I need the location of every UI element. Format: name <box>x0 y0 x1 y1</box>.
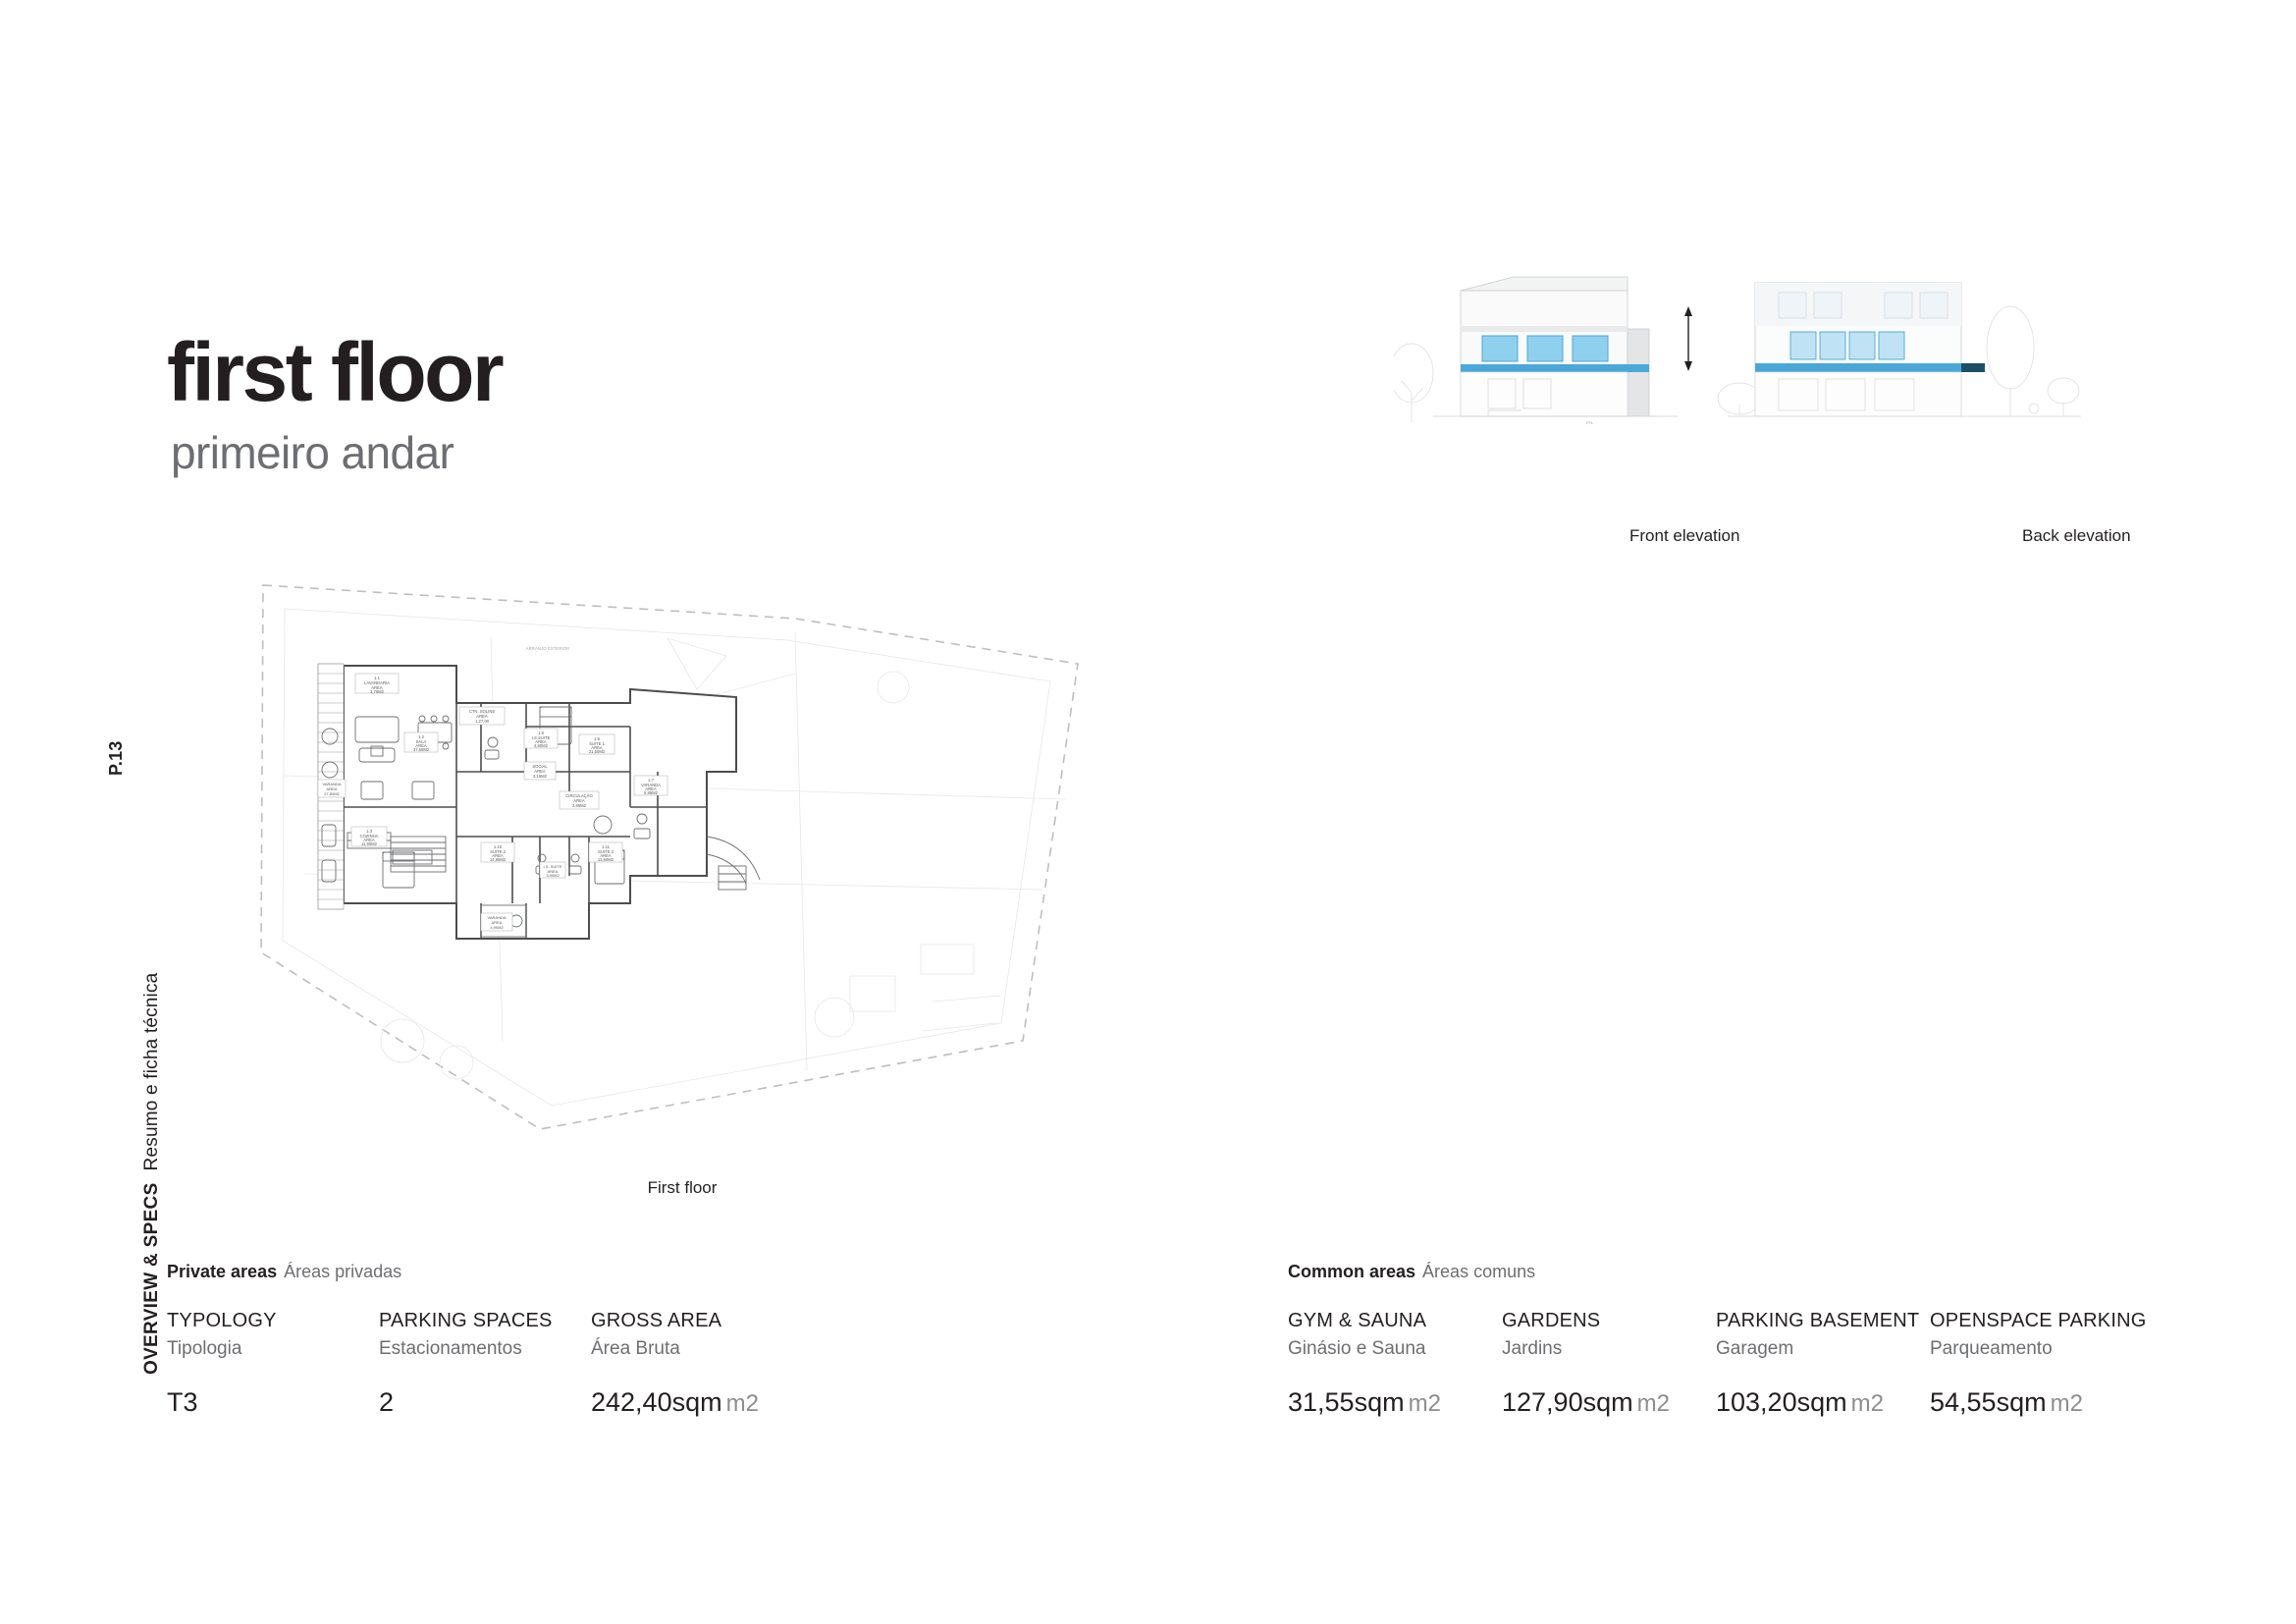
spec-gardens-number: 127,90sqm <box>1502 1387 1633 1417</box>
spec-parking-label-pt: Estacionamentos <box>379 1338 522 1359</box>
front-elevation-label: Front elevation <box>1629 526 1740 545</box>
page-number: P.13 <box>106 740 126 776</box>
svg-text:AREA: AREA <box>535 739 547 744</box>
spec-gross-value <box>591 1387 885 1418</box>
common-areas-section <box>1288 1262 2156 1418</box>
svg-text:COZINHA: COZINHA <box>359 834 379 839</box>
private-areas-heading <box>167 1262 885 1282</box>
page-subtitle: primeiro andar <box>171 426 454 478</box>
spec-openspace-parking <box>1930 1310 2156 1418</box>
page-title-block <box>167 326 503 479</box>
svg-text:AREA: AREA <box>371 685 383 690</box>
spec-gym-label-en: GYM & SAUNA <box>1288 1310 1427 1331</box>
svg-text:3,95M2: 3,95M2 <box>572 803 586 808</box>
room-tag <box>355 674 399 694</box>
elevations-svg <box>1394 275 2160 501</box>
spec-basement-unit: m2 <box>1850 1390 1884 1417</box>
left-rail <box>55 0 162 1624</box>
svg-text:LAVANDARIA: LAVANDARIA <box>364 680 390 685</box>
spec-parking-number: 2 <box>379 1387 395 1417</box>
private-areas-heading-en: Private areas <box>167 1262 278 1281</box>
svg-text:3,70M2: 3,70M2 <box>370 689 384 694</box>
svg-text:AREA: AREA <box>326 786 338 791</box>
spec-gardens-label-en: GARDENS <box>1502 1310 1601 1331</box>
front-elevation-drawing <box>1394 277 1679 425</box>
svg-text:13,50M2: 13,50M2 <box>597 857 614 862</box>
svg-text:AREA: AREA <box>491 920 503 925</box>
page-title: first floor <box>167 326 503 418</box>
spec-typology-label-pt: Tipologia <box>167 1338 242 1359</box>
svg-text:AREA: AREA <box>600 853 612 858</box>
spec-typology <box>167 1310 379 1418</box>
spec-typology-value <box>167 1387 379 1418</box>
svg-text:3,15M2: 3,15M2 <box>533 774 547 779</box>
svg-text:1.1: 1.1 <box>374 676 380 680</box>
svg-text:I.S.SUITE: I.S.SUITE <box>531 735 551 740</box>
svg-text:21,50M2: 21,50M2 <box>588 749 606 754</box>
svg-text:AREA: AREA <box>476 714 488 719</box>
spec-parking-value <box>379 1387 591 1418</box>
svg-text:SUITE 1: SUITE 1 <box>589 741 605 746</box>
svg-text:FFL: FFL <box>1586 420 1594 425</box>
svg-text:1.11: 1.11 <box>602 844 610 849</box>
room-tag <box>589 842 622 862</box>
svg-text:AREA: AREA <box>534 769 546 774</box>
spec-parking-spaces <box>379 1310 591 1418</box>
floor-plan-svg <box>245 579 1119 1159</box>
svg-text:CIRCULAÇÃO: CIRCULAÇÃO <box>565 793 593 798</box>
svg-text:SOCIAL: SOCIAL <box>532 764 548 769</box>
svg-text:5,95M2: 5,95M2 <box>644 790 658 795</box>
spec-gross-number: 242,40sqm <box>591 1387 722 1417</box>
spec-gym-number: 31,55sqm <box>1288 1387 1405 1417</box>
svg-text:27,80M2: 27,80M2 <box>324 791 340 796</box>
svg-text:37,55M2: 37,55M2 <box>412 747 430 752</box>
spec-gross-label-en: GROSS AREA <box>591 1310 722 1331</box>
svg-text:I.S. SUITE: I.S. SUITE <box>543 864 562 869</box>
room-tag <box>540 862 565 878</box>
spec-gardens-unit: m2 <box>1636 1390 1670 1417</box>
spec-gross-unit: m2 <box>725 1390 759 1417</box>
room-tag <box>351 827 387 846</box>
spec-basement-label-en: PARKING BASEMENT <box>1716 1310 1920 1331</box>
svg-text:4,90M2: 4,90M2 <box>534 743 548 748</box>
room-tag <box>481 913 512 931</box>
spec-parking-label-en: PARKING SPACES <box>379 1310 553 1331</box>
room-tag <box>524 729 558 748</box>
spec-openspace-value <box>1930 1387 2156 1418</box>
svg-text:AREA: AREA <box>363 838 375 842</box>
spec-basement-number: 103,20sqm <box>1716 1387 1847 1417</box>
elevation-thumbnails <box>1394 275 2160 501</box>
spec-gardens <box>1502 1310 1716 1418</box>
private-areas-section <box>167 1262 885 1418</box>
section-label <box>141 973 163 1375</box>
spec-gross-area <box>591 1310 885 1418</box>
common-areas-heading-en: Common areas <box>1288 1262 1416 1281</box>
spec-typology-label-en: TYPOLOGY <box>167 1310 277 1331</box>
room-tag <box>579 734 614 754</box>
room-tag <box>459 707 505 725</box>
spec-openspace-unit: m2 <box>2050 1390 2083 1417</box>
spec-gym-sauna <box>1288 1310 1502 1418</box>
private-areas-heading-pt: Áreas privadas <box>284 1262 402 1281</box>
svg-text:AREA: AREA <box>492 853 504 858</box>
svg-text:AREA: AREA <box>415 743 427 748</box>
svg-text:1.10: 1.10 <box>493 844 503 849</box>
room-tag <box>634 776 667 795</box>
svg-text:11,90M2: 11,90M2 <box>361 841 377 846</box>
svg-text:1.3: 1.3 <box>366 829 372 834</box>
svg-text:3,90M2: 3,90M2 <box>546 873 560 878</box>
back-elevation-label: Back elevation <box>2022 526 2131 545</box>
svg-text:CTN. SOLINS: CTN. SOLINS <box>468 709 496 714</box>
spec-typology-number: T3 <box>167 1387 198 1417</box>
svg-text:VARANDA: VARANDA <box>487 915 507 920</box>
private-areas-columns <box>167 1310 885 1418</box>
spec-gross-label-pt: Área Bruta <box>591 1338 680 1359</box>
common-areas-heading <box>1288 1262 2156 1282</box>
svg-text:SUITE 2: SUITE 2 <box>490 849 506 854</box>
svg-text:14,95M2: 14,95M2 <box>489 857 507 862</box>
spec-gym-value <box>1288 1387 1502 1418</box>
spec-gym-label-pt: Ginásio e Sauna <box>1288 1338 1426 1359</box>
svg-text:SALA: SALA <box>415 739 427 744</box>
room-tag <box>481 842 514 862</box>
room-tag <box>560 791 599 809</box>
spec-basement-value <box>1716 1387 1930 1418</box>
common-areas-heading-pt: Áreas comuns <box>1422 1262 1536 1281</box>
room-tag <box>404 732 438 752</box>
svg-text:1.2: 1.2 <box>418 734 424 739</box>
svg-text:1.5: 1.5 <box>538 731 544 735</box>
svg-text:VARANDA: VARANDA <box>641 783 661 787</box>
spec-gardens-value <box>1502 1387 1716 1418</box>
spec-gym-unit: m2 <box>1408 1390 1441 1417</box>
common-areas-columns <box>1288 1310 2156 1418</box>
back-elevation-drawing <box>1718 283 2081 416</box>
svg-text:1.6: 1.6 <box>594 736 600 741</box>
svg-text:ARRANJO EXTERIOR: ARRANJO EXTERIOR <box>525 646 570 651</box>
spec-basement-label-pt: Garagem <box>1716 1338 1794 1359</box>
section-label-en: OVERVIEW & SPECS <box>141 1182 162 1375</box>
svg-text:AREA: AREA <box>573 798 585 803</box>
svg-text:AREA: AREA <box>591 745 603 750</box>
spec-gardens-label-pt: Jardins <box>1502 1338 1563 1359</box>
svg-text:1.7: 1.7 <box>648 778 654 783</box>
room-tag <box>524 762 556 780</box>
svg-text:AREA: AREA <box>547 869 559 874</box>
floor-plan <box>245 579 1119 1159</box>
svg-text:AREA: AREA <box>645 786 657 791</box>
svg-text:SUITE 3: SUITE 3 <box>598 849 614 854</box>
svg-text:4,90M2: 4,90M2 <box>490 925 504 930</box>
spec-openspace-label-pt: Parqueamento <box>1930 1338 2053 1359</box>
room-tag <box>318 780 346 797</box>
spec-parking-basement <box>1716 1310 1930 1418</box>
height-arrow-icon <box>1684 306 1692 371</box>
spec-openspace-number: 54,55sqm <box>1930 1387 2047 1417</box>
spec-openspace-label-en: OPENSPACE PARKING <box>1930 1310 2147 1331</box>
section-label-pt: Resumo e ficha técnica <box>141 972 162 1171</box>
svg-text:VARANDA: VARANDA <box>322 782 342 786</box>
floor-plan-caption: First floor <box>647 1178 718 1197</box>
svg-text:1,27,00: 1,27,00 <box>475 719 489 724</box>
